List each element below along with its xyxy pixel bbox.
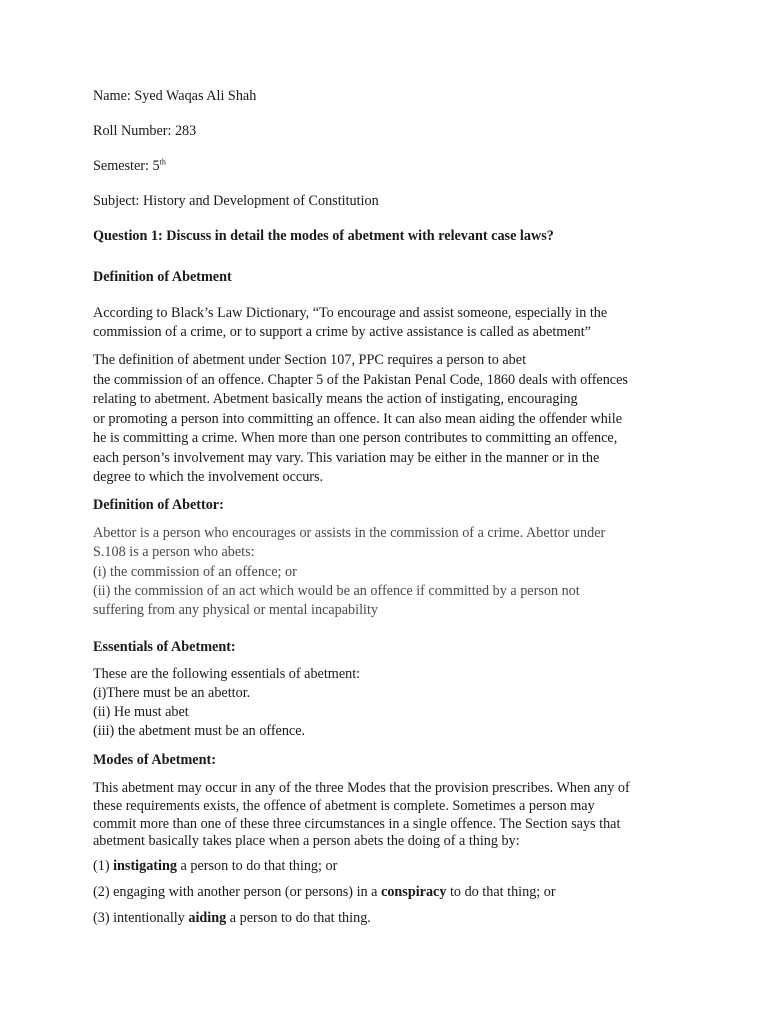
mode-item: [93, 909, 371, 928]
paragraph-line: each person’s involvement may vary. This variation may be either in the manner or in the: [93, 450, 600, 466]
paragraph-line: the commission of an offence. Chapter 5 of the Pakistan Penal Code, 1860 deals with offences: [93, 372, 628, 388]
essentials-line: (ii) He must abet: [93, 704, 189, 720]
paragraph-line: he is committing a crime. When more than one person contributes to committing an offence,: [93, 430, 618, 446]
mode-keyword: conspiracy: [381, 884, 447, 900]
paragraph-line: degree to which the involvement occurs.: [93, 469, 324, 485]
modes-line: abetment basically takes place when a person abets the doing of a thing by:: [93, 833, 520, 849]
semester-superscript: th: [159, 157, 166, 167]
mode-item-text: a person to do that thing; or: [176, 858, 338, 874]
essentials-heading: Essentials of Abetment:: [93, 639, 236, 655]
modes-heading: Modes of Abetment:: [93, 752, 216, 768]
modes-line: This abetment may occur in any of the three Modes that the provision prescribes. When any of: [93, 780, 630, 796]
abettor-line: (i) the commission of an offence; or: [93, 564, 297, 580]
mode-item: [93, 857, 337, 876]
mode-item-text: (1): [93, 858, 114, 874]
modes-line: these requirements exists, the offence of abetment is complete. Sometimes a person may: [93, 798, 595, 814]
quote-line: According to Black’s Law Dictionary, “To encourage and assist someone, especially in the: [93, 305, 608, 321]
definition-abetment-heading: Definition of Abetment: [93, 269, 232, 285]
essentials-line: (iii) the abetment must be an offence.: [93, 723, 306, 739]
modes-line: commit more than one of these three circumstances in a single offence. The Section says that: [93, 816, 621, 832]
mode-item-text: a person to do that thing.: [226, 910, 371, 926]
abettor-line: suffering from any physical or mental incapability: [93, 602, 378, 618]
abettor-line: Abettor is a person who encourages or assists in the commission of a crime. Abettor under: [93, 525, 606, 541]
mode-item-text: (3) intentionally: [93, 910, 189, 926]
question-heading: Question 1: Discuss in detail the modes of abetment with relevant case laws?: [93, 228, 554, 244]
abettor-line: S.108 is a person who abets:: [93, 544, 255, 560]
mode-keyword: aiding: [188, 910, 227, 926]
mode-item: [93, 883, 556, 902]
abettor-line: (ii) the commission of an act which would be an offence if committed by a person not: [93, 583, 580, 599]
mode-item-text: (2) engaging with another person (or persons) in a: [93, 884, 382, 900]
essentials-line: (i)There must be an abettor.: [93, 685, 251, 701]
mode-item-text: to do that thing; or: [446, 884, 556, 900]
paragraph-line: or promoting a person into committing an offence. It can also mean aiding the offender while: [93, 411, 622, 427]
quote-line: commission of a crime, or to support a crime by active assistance is called as abetment”: [93, 324, 591, 340]
subject: Subject: History and Development of Constitution: [93, 193, 379, 209]
essentials-line: These are the following essentials of abetment:: [93, 666, 361, 682]
student-name: Name: Syed Waqas Ali Shah: [93, 88, 257, 104]
definition-abettor-heading: Definition of Abettor:: [93, 497, 224, 513]
paragraph-line: relating to abetment. Abetment basically means the action of instigating, encouraging: [93, 391, 578, 407]
roll-number: Roll Number: 283: [93, 123, 197, 139]
paragraph-line: The definition of abetment under Section 107, PPC requires a person to abet: [93, 352, 527, 368]
semester-text: Semester: 5: [93, 158, 160, 174]
semester: [93, 157, 166, 176]
mode-keyword: instigating: [113, 858, 177, 874]
